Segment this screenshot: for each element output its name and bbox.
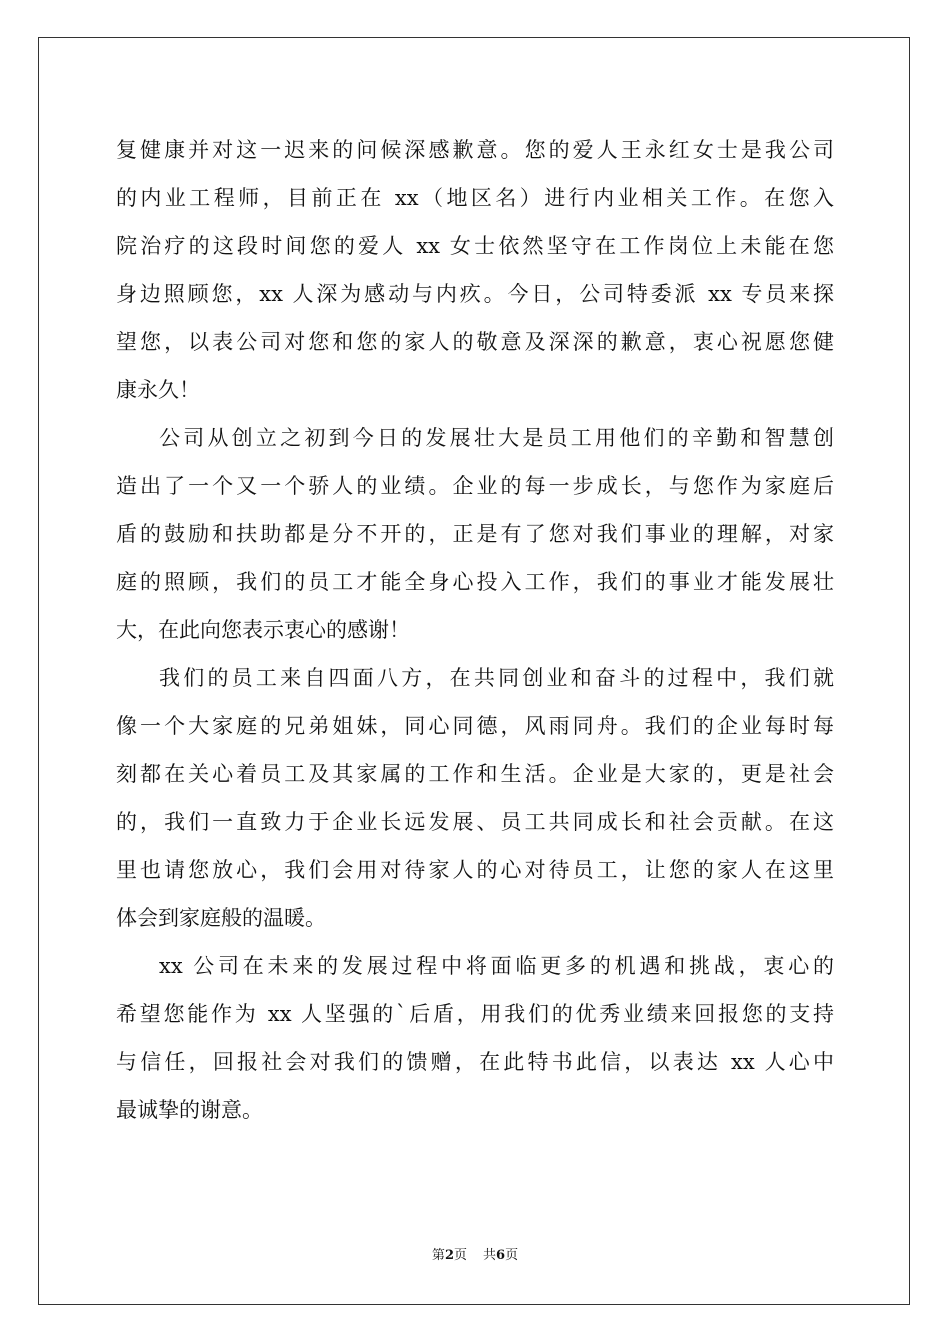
text-line: 里也请您放心，我们会用对待家人的心对待员工，让您的家人在这里 xyxy=(116,858,834,882)
text-line: 希望您能作为 xx 人坚强的`后盾，用我们的优秀业绩来回报您的支持 xyxy=(116,1002,834,1026)
text-line: 像一个大家庭的兄弟姐妹，同心同德，风雨同舟。我们的企业每时每 xyxy=(116,714,834,738)
text-line: 我们的员工来自四面八方，在共同创业和奋斗的过程中，我们就 xyxy=(159,666,834,690)
text-line: 造出了一个又一个骄人的业绩。企业的每一步成长，与您作为家庭后 xyxy=(116,474,834,498)
text-line: 公司从创立之初到今日的发展壮大是员工用他们的辛勤和智慧创 xyxy=(159,426,834,450)
text-line: 盾的鼓励和扶助都是分不开的，正是有了您对我们事业的理解，对家 xyxy=(116,522,834,546)
footer-total-suffix: 页 xyxy=(505,1248,519,1263)
text-line: 大，在此向您表示衷心的感谢！ xyxy=(116,618,410,642)
text-line: 与信任，回报社会对我们的馈赠，在此特书此信，以表达 xx 人心中 xyxy=(116,1050,834,1074)
text-line: 刻都在关心着员工及其家属的工作和生活。企业是大家的，更是社会 xyxy=(116,762,834,786)
text-line: 院治疗的这段时间您的爱人 xx 女士依然坚守在工作岗位上未能在您 xyxy=(116,234,834,258)
text-line: 身边照顾您，xx 人深为感动与内疚。今日，公司特委派 xx 专员来探 xyxy=(116,282,834,306)
footer-page-current: 2 xyxy=(444,1248,454,1263)
footer-total-prefix: 共 xyxy=(483,1248,497,1263)
page-footer xyxy=(0,1244,950,1263)
text-line: 体会到家庭般的温暖。 xyxy=(116,906,326,930)
text-line: 的内业工程师，目前正在 xx（地区名）进行内业相关工作。在您入 xyxy=(116,186,834,210)
text-line: 庭的照顾，我们的员工才能全身心投入工作，我们的事业才能发展壮 xyxy=(116,570,834,594)
text-line: 望您，以表公司对您和您的家人的敬意及深深的歉意，衷心祝愿您健 xyxy=(116,330,834,354)
text-line: xx 公司在未来的发展过程中将面临更多的机遇和挑战，衷心的 xyxy=(159,954,834,978)
footer-page-suffix: 页 xyxy=(453,1248,467,1263)
text-line: 的，我们一直致力于企业长远发展、员工共同成长和社会贡献。在这 xyxy=(116,810,834,834)
letter-body xyxy=(116,126,834,1134)
text-line: 复健康并对这一迟来的问候深感歉意。您的爱人王永红女士是我公司 xyxy=(116,138,834,162)
footer-page-total: 6 xyxy=(496,1248,506,1263)
text-line: 最诚挚的谢意。 xyxy=(116,1098,263,1122)
footer-page-prefix: 第 xyxy=(431,1248,445,1263)
text-line: 康永久！ xyxy=(116,378,200,402)
